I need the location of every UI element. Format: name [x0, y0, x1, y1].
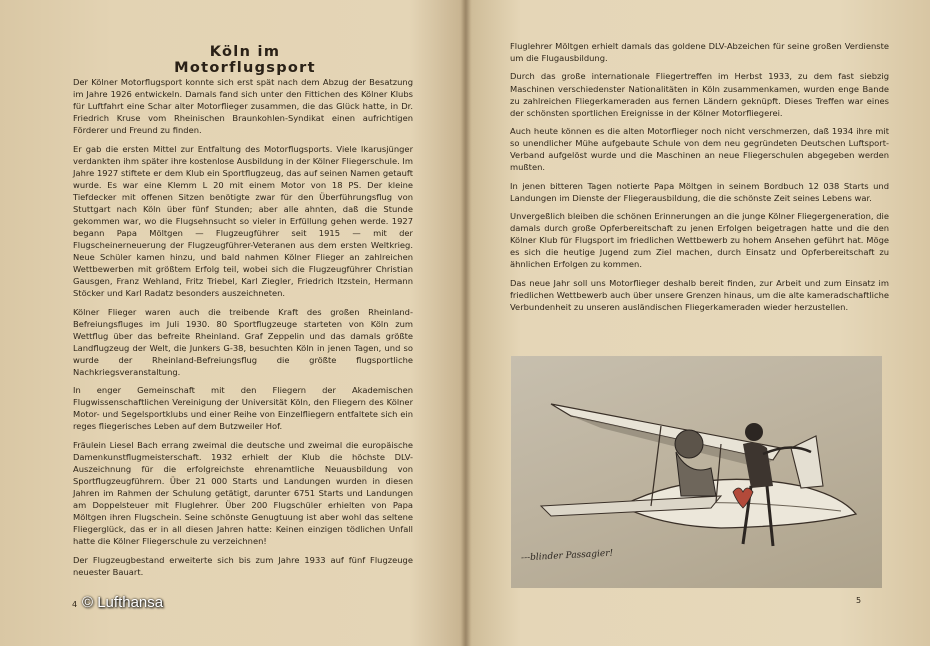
paragraph: Unvergeßlich bleiben die schönen Erinnerungen an die junge Kölner Fliegergeneration, die damals durch große Opferbereitschaft zu jenen Erfolgen beigetragen hatte und die den Kölner Klub für Flugsport im friedlichen Wettbewerb zu hohem Ansehen geführt hat. Möge es sich die heutige Jugend zum Ziel machen, durch Einsatz und Opferbereitschaft zu ähnlichen Erfolgen zu kommen.	[510, 211, 889, 270]
paragraph: Fräulein Liesel Bach errang zweimal die deutsche und zweimal die europäische Damenkunstflugmeisterschaft. 1932 erhielt der Klub die höchste DLV-Auszeichnung für die erfolgreichste ehrenamtliche Neuausbildung von Sportflugzeugführern. Über 21 000 Starts und Landungen wurden in diesen Jahren im Rahmen der Schulung getätigt, darunter 6751 Starts und Landungen am Doppelsteuer mit Fluglehrer. Über 200 Flugschüler erhielten von Papa Möltgen ihren Flugschein. Seine schönste Genugtuung ist aber wohl das seltene Fliegerglück, das er in all diesen Jahren hatte: Keinen einzigen tödlichen Unfall hatte die Kölner Fliegerschule zu verzeichnen!	[73, 439, 413, 547]
right-body-text	[510, 40, 889, 319]
paragraph: Kölner Flieger waren auch die treibende Kraft des großen Rheinland-Befreiungsfluges im Juli 1930. 80 Sportflugzeuge starteten von Köln zum Wettflug über das befreite Rheinland. Graf Zeppelin und das damals größte Landflugzeug der Welt, die Junkers G-38, besuchten Köln in jenen Tagen, und so wurde der Rheinland-Befreiungsflug die größte flugsportliche Nachkriegsveranstaltung.	[73, 306, 413, 377]
airplane-cartoon-illustration	[511, 356, 882, 588]
paragraph: In enger Gemeinschaft mit den Fliegern der Akademischen Flugwissenschaftlichen Vereinigung der Universität Köln, den Fliegern des Kölner Motor- und Segelsportklubs und einer Reihe von Einzelfliegern entfaltete sich ein reges fliegerisches Leben auf dem Butzweiler Hof.	[73, 385, 413, 432]
page-number: 4	[72, 600, 78, 609]
paragraph: In jenen bitteren Tagen notierte Papa Möltgen in seinem Bordbuch 12 038 Starts und Landungen im Dienste der Fliegerausbildung, die die schönste Zeit seines Lebens war.	[510, 180, 889, 203]
illustration-caption: ---blinder Passagier!	[520, 548, 614, 564]
paragraph: Der Kölner Motorflugsport konnte sich erst spät nach dem Abzug der Besatzung im Jahre 1926 entwickeln. Damals fand sich unter den Fittichen des Kölner Klubs für Luftfahrt eine Schar alter Motorflieger zusammen, die das Glück hatte, in Dr. Friedrich Kruse vom Rheinischen Braunkohlen-Syndikat einen aufrichtigen Förderer und Freund zu finden.	[73, 77, 413, 136]
copyright-watermark: © Lufthansa	[82, 594, 164, 611]
paragraph: Fluglehrer Möltgen erhielt damals das goldene DLV-Abzeichen für seine großen Verdienste um die Flugausbildung.	[510, 41, 889, 64]
right-page	[466, 0, 930, 646]
page-title: Köln im Motorflugsport	[174, 44, 316, 76]
paragraph: Auch heute können es die alten Motorflieger noch nicht verschmerzen, daß 1934 ihre mit so unendlicher Mühe aufgebaute Schule von dem neu gegründeten Deutschen Luftsport-Verband aufgelöst wurde und die Maschinen an neue Fliegerschulen abgegeben werden mußten.	[510, 126, 889, 173]
page-number: 5	[856, 596, 862, 605]
paragraph: Er gab die ersten Mittel zur Entfaltung des Motorflugsports. Viele Ikarusjünger verdankten ihm später ihre kostenlose Ausbildung in der Kölner Fliegerschule. Im Jahre 1927 stiftete er dem Klub ein Sportflugzeug, das auf seinen Namen getauft wurde. Es war eine Klemm L 20 mit einem Motor von 18 PS. Der kleine Tiefdecker mit offenen Sitzen benötigte zwar für den Überführungsflug von Stuttgart nach Köln über fünf Stunden; aber alle ahnten, daß die Stunde gekommen war, wo die Flugsehnsucht so vieler in Erfüllung gehen werde. 1927 begann Papa Möltgen — Flugzeugführer seit 1915 — mit der Flugscheinerneuerung der Flugzeugführer-Veteranen aus dem ersten Weltkrieg. Neue Schüler kamen hinzu, und bald nahmen Kölner Flieger an zahlreichen Wettbewerben mit größtem Erfolg teil, wobei sich die Flugzeugführer Christian Gausgen, Franz Wehland, Fritz Triebel, Karl Ziegler, Friedrich Itzstein, Hermann Stöcker und Karl Radatz besonders auszeichneten.	[73, 143, 413, 299]
paragraph: Durch das große internationale Fliegertreffen im Herbst 1933, zu dem fast siebzig Maschinen verschiedenster Nationalitäten in Köln zusammenkamen, wurden enge Bande zu zahlreichen Fliegerkameraden aus fernen Ländern geknüpft. Dieses Treffen war eines der schönsten sportlichen Ereignisse in der Kölner Motorfliegerei.	[510, 71, 889, 118]
paragraph: Der Flugzeugbestand erweiterte sich bis zum Jahre 1933 auf fünf Flugzeuge neuester Bauart.	[73, 554, 413, 577]
paragraph: Das neue Jahr soll uns Motorflieger deshalb bereit finden, zur Arbeit und zum Einsatz im friedlichen Wettbewerb auch über unsere Grenzen hinaus, um die alte kameradschaftliche Verbundenheit zu unseren ausländischen Fliegerkameraden wieder herzustellen.	[510, 277, 889, 312]
left-body-text	[73, 76, 413, 584]
